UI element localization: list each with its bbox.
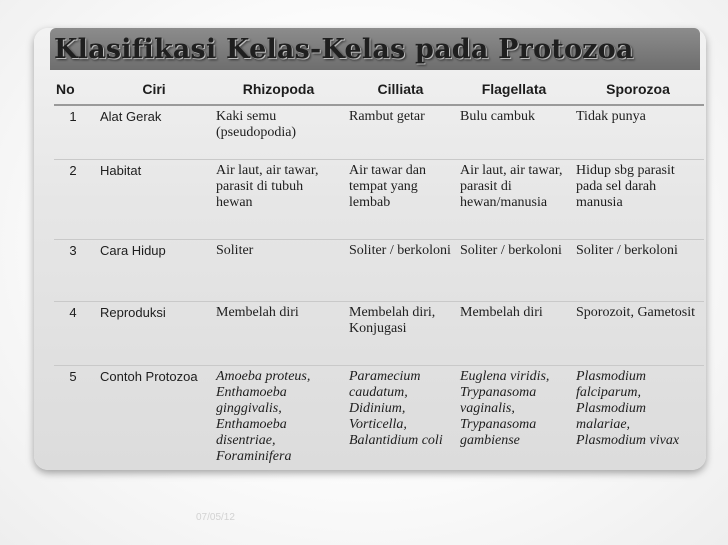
table-row	[54, 301, 704, 365]
header-no: No	[54, 74, 96, 105]
cell-no: 2	[54, 159, 96, 239]
cell-rhizopoda: Amoeba proteus, Enthamoeba ginggivalis, Enthamoeba disentriae, Foraminifera	[212, 365, 345, 475]
cell-ciri: Alat Gerak	[96, 105, 212, 159]
cell-flagellata: Euglena viridis, Trypanasoma vaginalis, Trypanasoma gambiense	[456, 365, 572, 475]
cell-ciri: Habitat	[96, 159, 212, 239]
cell-sporozoa: Sporozoit, Gametosit	[572, 301, 704, 365]
cell-no: 4	[54, 301, 96, 365]
cell-ciri: Cara Hidup	[96, 239, 212, 301]
cell-sporozoa: Soliter / berkoloni	[572, 239, 704, 301]
cell-sporozoa: Plasmodium falciparum, Plasmodium malariae, Plasmodium vivax	[572, 365, 704, 475]
cell-flagellata: Membelah diri	[456, 301, 572, 365]
cell-rhizopoda: Kaki semu (pseudopodia)	[212, 105, 345, 159]
cell-ciri: Reproduksi	[96, 301, 212, 365]
cell-rhizopoda: Soliter	[212, 239, 345, 301]
cell-no: 5	[54, 365, 96, 475]
cell-cilliata: Rambut getar	[345, 105, 456, 159]
cell-ciri: Contoh Protozoa	[96, 365, 212, 475]
cell-no: 1	[54, 105, 96, 159]
cell-sporozoa: Hidup sbg parasit pada sel darah manusia	[572, 159, 704, 239]
header-ciri: Ciri	[96, 74, 212, 105]
cell-cilliata: Air tawar dan tempat yang lembab	[345, 159, 456, 239]
header-sporozoa: Sporozoa	[572, 74, 704, 105]
table-row	[54, 105, 704, 159]
table-row	[54, 239, 704, 301]
cell-cilliata: Paramecium caudatum, Didinium, Vorticella, Balantidium coli	[345, 365, 456, 475]
cell-rhizopoda: Membelah diri	[212, 301, 345, 365]
header-cilliata: Cilliata	[345, 74, 456, 105]
cell-sporozoa: Tidak punya	[572, 105, 704, 159]
table-header-row	[54, 74, 704, 105]
cell-flagellata: Air laut, air tawar, parasit di hewan/manusia	[456, 159, 572, 239]
cell-cilliata: Membelah diri, Konjugasi	[345, 301, 456, 365]
protozoa-table	[54, 74, 704, 475]
table-row	[54, 159, 704, 239]
header-rhizopoda: Rhizopoda	[212, 74, 345, 105]
cell-flagellata: Bulu cambuk	[456, 105, 572, 159]
table-row	[54, 365, 704, 475]
cell-rhizopoda: Air laut, air tawar, parasit di tubuh hewan	[212, 159, 345, 239]
cell-flagellata: Soliter / berkoloni	[456, 239, 572, 301]
cell-cilliata: Soliter / berkoloni	[345, 239, 456, 301]
header-flagellata: Flagellata	[456, 74, 572, 105]
cell-no: 3	[54, 239, 96, 301]
slide-date: 07/05/12	[196, 512, 235, 523]
slide-title: Klasifikasi Kelas-Kelas pada Protozoa	[54, 34, 634, 65]
